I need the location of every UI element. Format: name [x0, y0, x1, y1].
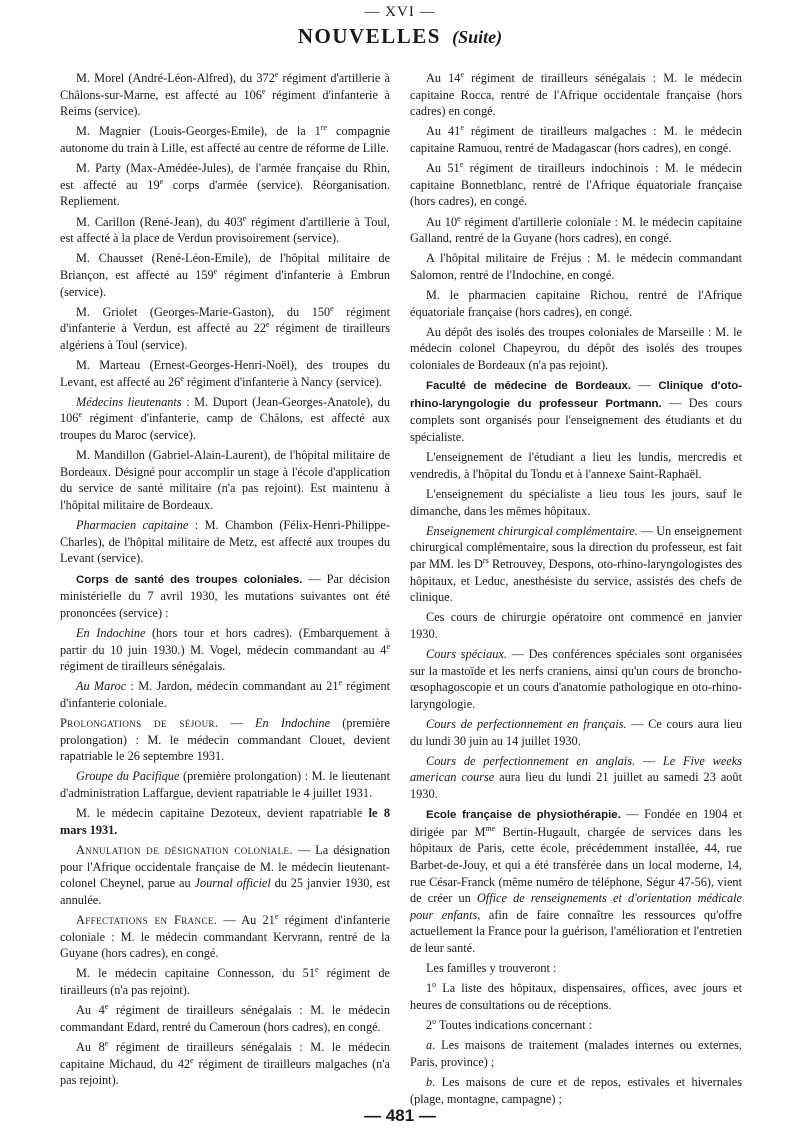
paragraph: Médecins lieutenants : M. Duport (Jean-Georges-Anatole), du 106e régiment d'infanterie, camp de Châlons, est affecté aux troupes du Maroc (service). — [60, 394, 390, 443]
paragraph: L'enseignement du spécialiste a lieu tous les jours, sauf le dimanche, dans les mêmes hôpitaux. — [410, 487, 742, 518]
section-heading: Ecole française de physiothérapie. — [426, 809, 621, 822]
page-header — [0, 4, 800, 50]
section-heading: Faculté de médecine de Bordeaux. — [426, 380, 632, 393]
paragraph: Groupe du Pacifique (première prolongation) : M. le lieutenant d'administration Laffargue, devient rapatriable le 4 juillet 1931. — [60, 769, 390, 801]
section-heading: Affectations en France. — [76, 913, 218, 927]
paragraph: Ces cours de chirurgie opératoire ont commencé en janvier 1930. — [410, 610, 742, 641]
paragraph: Au 10e régiment d'artillerie coloniale : M. le médecin capitaine Galland, rentré de la Guyane (hors cadres), en congé. — [410, 213, 742, 246]
paragraph: Ecole française de physiothérapie. — Fondée en 1904 et dirigée par $M^{me}$ Bertin-Hugault, chargée de services dans les hôpitaux de Paris, cette école, précédemment installée, 44, rue Barbet-de-Jouy, et qui a été transférée dans un local moderne, 14, rue César-Franck (même numéro de téléphone, Ségur 47-56), vient de créer un Office de renseignements et d'orientation médicale pour enfants, afin de faire connaître les ressources qu'offre actuellement la France pour la guérison, l'amélioration et l'entretien de leur santé. — [410, 807, 743, 955]
title-suffix: (Suite) — [452, 27, 503, 47]
section-title — [0, 24, 800, 50]
paragraph: M. Chausset (René-Léon-Emile), de l'hôpital militaire de Briançon, est affecté au 159e régiment d'infanterie à Embrun (service). — [60, 251, 390, 299]
paragraph: Prolongations de séjour. — En Indochine (première prolongation) : M. le médecin commandant Clouet, devient rapatriable le 26 septembre 1931. — [60, 716, 391, 764]
list-item: b. Les maisons de cure et de repos, estivales et hivernales (plage, montagne, campagne) ; — [410, 1075, 742, 1106]
title-main: NOUVELLES — [297, 24, 441, 48]
paragraph: Au 51e régiment de tirailleurs indochinois : M. le médecin capitaine Bonnetblanc, rentré de l'Afrique équatoriale française (hors cadres), en congé. — [410, 160, 742, 209]
paragraph: Cours de perfectionnement en français. — Ce cours aura lieu du lundi 30 juin au 14 juillet 1930. — [410, 717, 743, 748]
paragraph: Corps de santé des troupes coloniales. — Par décision ministérielle du 7 avril 1930, les mutations suivantes ont été prononcées (service) : — [60, 571, 390, 620]
paragraph: M. le médecin capitaine Dezoteux, devient rapatriable le 8 mars 1931. — [60, 806, 390, 837]
paragraph: Annulation de désignation coloniale. — La désignation pour l'Afrique occidentale française de M. le médecin lieutenant-colonel Cheynel, parue au Journal officiel du 25 janvier 1930, est annulée. — [60, 843, 391, 907]
list-item: 2$^o$ Toutes indications concernant : — [426, 1017, 593, 1033]
paragraph: Au 14e régiment de tirailleurs sénégalais : M. le médecin capitaine Rocca, rentré de l'Afrique occidentale française (hors cadres) en congé. — [410, 69, 743, 119]
page-number: — 481 — — [364, 1106, 436, 1125]
paragraph: En Indochine (hors tour et hors cadres). (Embarquement à partir du 10 juin 1930.) M. Vogel, médecin commandant au 4e régiment de tirailleurs sénégalais. — [60, 625, 390, 674]
paragraph: Faculté de médecine de Bordeaux. — Clinique d'oto-rhino-laryngologie du professeur Portmann. — Des cours complets sont organisés pour l'enseignement des étudiants et du spécialiste. — [410, 378, 743, 445]
paragraph: M. Party (Max-Amédée-Jules), de l'armée française du Rhin, est affecté au 19e corps d'armée (service). Réorganisation. Repliement. — [60, 161, 390, 209]
list-item: 1$^o$ La liste des hôpitaux, dispensaires, offices, avec jours et heures de consultations ou de réceptions. — [410, 980, 742, 1012]
section-heading: Corps de santé des troupes coloniales. — [76, 573, 303, 586]
roman-page-number: — XVI — — [364, 4, 436, 20]
paragraph: Pharmacien capitaine : M. Chambon (Félix-Henri-Philippe-Charles), de l'hôpital militaire de Metz, est affecté aux troupes du Levant (service). — [60, 518, 390, 566]
section-heading: Prolongations de séjour. — [60, 716, 219, 731]
paragraph: L'enseignement de l'étudiant a lieu les lundis, mercredis et vendredis, à l'hôpital du Tondu et à l'annexe Saint-Raphaël. — [410, 450, 742, 481]
paragraph: Cours de perfectionnement en anglais. — Le Five weeks american course aura lieu du lundi 21 juillet au samedi 23 août 1930. — [410, 753, 742, 802]
paragraph: M. Morel (André-Léon-Alfred), du 372e régiment d'artillerie à Châlons-sur-Marne, est affecté au 106e régiment d'infanterie à Reims (service). — [60, 69, 390, 119]
paragraph: Au 8e régiment de tirailleurs sénégalais : M. le médecin capitaine Michaud, du 42e régiment de tirailleurs malgaches (n'a pas rejoint). — [60, 1038, 390, 1088]
paragraph: M. Magnier (Louis-Georges-Emile), de la 1re compagnie autonome du train à Lille, est affecté au centre de réforme de Lille. — [60, 123, 391, 155]
paragraph: Affectations en France. — Au 21e régiment d'infanterie coloniale : M. le médecin commandant Kervrann, rentré de la Guyane (hors cadres), en congé. — [60, 911, 391, 961]
paragraph: Au Maroc : M. Jardon, médecin commandant au 21e régiment d'infanterie coloniale. — [60, 678, 391, 710]
list-item: a. Les maisons de traitement (malades internes ou externes, Paris, province) ; — [410, 1038, 742, 1069]
left-column — [60, 70, 390, 1092]
paragraph: Cours spéciaux. — Des conférences spéciales sont organisées sur la mastoïde et les nerfs craniens, ainsi qu'un cours de broncho-œsophagoscopie et un cours d'anatomie pathologique en oto-rhino-laryngologie. — [410, 647, 742, 711]
paragraph: M. le médecin capitaine Connesson, du 51e régiment de tirailleurs (n'a pas rejoint). — [60, 965, 390, 997]
paragraph: M. Carillon (René-Jean), du 403e régiment d'artillerie à Toul, est affecté à la place de Verdun provisoirement (service). — [60, 213, 390, 246]
paragraph: Au 41e régiment de tirailleurs malgaches : M. le médecin capitaine Ramuou, rentré de Madagascar (hors cadres), en congé. — [410, 123, 742, 155]
section-heading: Annulation de désignation coloniale. — [76, 843, 293, 858]
paragraph: M. Griolet (Georges-Marie-Gaston), du 150e régiment d'infanterie à Verdun, est affecté au 22e régiment de tirailleurs algériens à Toul (service). — [60, 303, 390, 352]
section-heading: Clinique d'oto-rhino-laryngologie du professeur Portmann. — [410, 380, 743, 410]
paragraph: Au dépôt des isolés des troupes coloniales de Marseille : M. le médecin colonel Chapeyrou, du dépôt des isolés des troupes coloniales de Bordeaux (n'a pas rejoint). — [410, 324, 742, 373]
paragraph: M. Mandillon (Gabriel-Alain-Laurent), de l'hôpital militaire de Bordeaux. Désigné pour accomplir un stage à l'école d'application du service de santé militaire (n'a pas rejoint). Est maintenu à l'hôpital militaire de Bordeaux. — [60, 448, 390, 512]
paragraph: Enseignement chirurgical complémentaire. — Un enseignement chirurgical complémentaire, sous la direction du professeur, est fait par MM. les $D^{rs}$ Retrouvey, Despons, oto-rhino-laryngologistes des hôpitaux, et Leduc, anesthésiste du service, assistés des chefs de clinique. — [410, 523, 743, 605]
paragraph: M. Marteau (Ernest-Georges-Henri-Noël), des troupes du Levant, est affecté au 26e régiment d'infanterie à Nancy (service). — [60, 358, 390, 389]
right-column — [410, 70, 742, 1111]
paragraph: Au 4e régiment de tirailleurs sénégalais : M. le médecin commandant Edard, rentré du Cameroun (hors cadres), en congé. — [60, 1002, 390, 1034]
paragraph: M. le pharmacien capitaine Richou, rentré de l'Afrique équatoriale française (hors cadres), en congé. — [410, 288, 742, 319]
paragraph: A l'hôpital militaire de Fréjus : M. le médecin commandant Salomon, rentré de l'Indochine, en congé. — [410, 251, 742, 282]
paragraph: Les familles y trouveront : — [426, 961, 557, 976]
